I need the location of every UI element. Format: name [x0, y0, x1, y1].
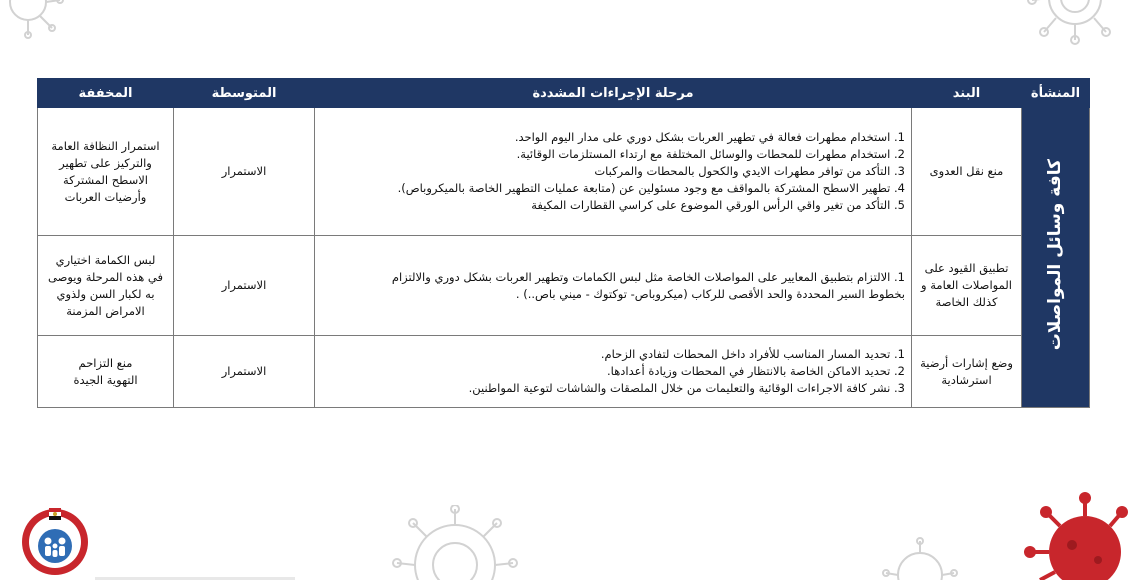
strict-line: 4. تطهير الاسطح المشتركة بالمواقف مع وجود مسئولين عن (متابعة عمليات التطهير الخاصة بالميكروباص). [397, 181, 905, 195]
strict-line: 1. استخدام مطهرات فعالة في تطهير العربات بشكل دوري على مدار اليوم الواحد. [514, 130, 905, 144]
item-line: كذلك الخاصة [935, 295, 998, 309]
strict-cell [315, 108, 912, 236]
strict-cell [315, 236, 912, 336]
item-line: المواصلات العامة و [921, 278, 1012, 292]
light-cell [38, 336, 174, 408]
light-line: التهوية الجيدة [73, 372, 138, 387]
medium-cell: الاستمرار [174, 336, 315, 408]
light-line: الاسطح المشتركة [63, 172, 148, 187]
light-line: لبس الكمامة اختياري [55, 252, 156, 267]
table-row [38, 236, 1090, 336]
item-cell [912, 336, 1022, 408]
light-cell [38, 236, 174, 336]
ministry-of-health-logo-icon [18, 502, 92, 576]
light-cell [38, 108, 174, 236]
item-line: استرشادية [941, 372, 992, 387]
strict-line: 5. التأكد من تغير واقي الرأس الورقي الموضوع على كراسي القطارات المكيفة [531, 198, 905, 212]
medium-cell: الاستمرار [174, 236, 315, 336]
strict-line: 3. نشر كافة الاجراءات الوقائية والتعليمات من خلال الملصقات والشاشات لتوعية المواطنين. [468, 381, 905, 395]
item-cell [912, 236, 1022, 336]
table-row [38, 336, 1090, 408]
virus-decoration-icon [385, 505, 525, 580]
light-line: الامراض المزمنة [66, 303, 145, 318]
header-item: البند [912, 79, 1022, 108]
virus-decoration-icon [1020, 0, 1120, 50]
item-line: وضع إشارات أرضية [920, 355, 1013, 370]
facility-cell [1022, 108, 1090, 408]
strict-line: 3. التأكد من توافر مطهرات الايدي والكحول بالمحطات والمركبات [594, 164, 905, 178]
header-strict-phase: مرحلة الإجراءات المشددة [315, 79, 912, 108]
strict-line: 2. استخدام مطهرات للمحطات والوسائل المختلفة مع ارتداء المستلزمات الوقائية. [516, 147, 905, 161]
item-line: تطبيق القيود على [924, 261, 1009, 275]
table-row [38, 108, 1090, 236]
light-line: استمرار النظافة العامة [51, 138, 160, 153]
strict-line: 2. تحديد الاماكن الخاصة بالانتظار في المحطات وزيادة أعدادها. [607, 364, 905, 378]
light-line: منع التزاحم [78, 355, 133, 370]
virus-decoration-icon [0, 0, 70, 50]
strict-line: بخطوط السير المحددة والحد الأقصى للركاب (ميكروباص- توكتوك - ميني باص..) . [515, 286, 905, 301]
item-cell: منع نقل العدوى [912, 108, 1022, 236]
header-medium-phase: المتوسطة [174, 79, 315, 108]
virus-decoration-icon [880, 535, 960, 580]
strict-line: 1. تحديد المسار المناسب للأفراد داخل المحطات لتفادي الزحام. [600, 347, 905, 361]
light-line: به لكبار السن ولذوي [56, 286, 155, 301]
light-line: في هذه المرحلة ويوصى [48, 269, 163, 284]
header-light-phase: المخففة [38, 79, 174, 108]
header-facility: المنشأة [1022, 79, 1090, 108]
light-line: وأرضيات العربات [64, 189, 147, 204]
facility-label: كافة وسائل المواصلات [1045, 159, 1065, 351]
medium-cell: الاستمرار [174, 108, 315, 236]
strict-line: 1. الالتزام بتطبيق المعايير على المواصلات الخاصة مثل لبس الكمامات وتطهير العربات بشكل دوري والالتزام [391, 269, 905, 284]
precautions-table [37, 78, 1090, 408]
light-line: والتركيز على تطهير [59, 155, 152, 170]
strict-cell [315, 336, 912, 408]
table-header-row [38, 79, 1090, 108]
coronavirus-red-icon [1010, 490, 1130, 580]
